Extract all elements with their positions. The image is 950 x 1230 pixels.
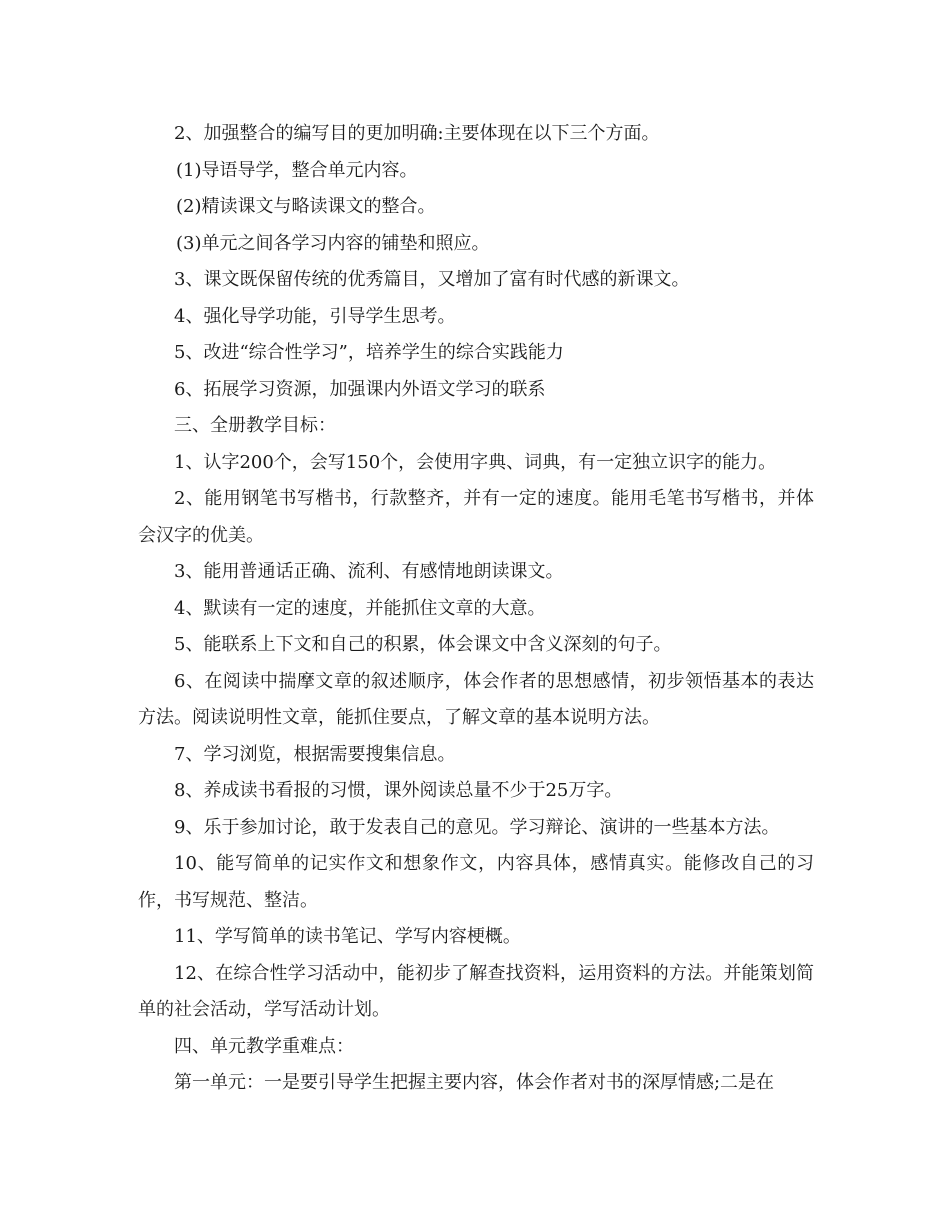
paragraph: 3、课文既保留传统的优秀篇目，又增加了富有时代感的新课文。 [174,269,690,290]
paragraph: 1、认字200个，会写150个，会使用字典、词典，有一定独立识字的能力。 [174,451,777,473]
paragraph: 4、强化导学功能，引导学生思考。 [174,305,456,327]
paragraph: 6、拓展学习资源，加强课内外语文学习的联系 [174,378,546,400]
paragraph: 5、改进“综合性学习”，培养学生的综合实践能力 [174,342,564,363]
paragraph: (1)导语导学，整合单元内容。 [176,159,418,181]
paragraph: 2、能用钢笔书写楷书，行款整齐，并有一定的速度。能用毛笔书写楷书，并体会汉字的优美。 [138,488,814,546]
paragraph: 6、在阅读中揣摩文章的叙述顺序，体会作者的思想感情，初步领悟基本的表达方法。阅读说明性文章，能抓住要点，了解文章的基本说明方法。 [138,670,814,728]
paragraph: 12、在综合性学习活动中，能初步了解查找资料，运用资料的方法。并能策划简单的社会活动，学写活动计划。 [138,962,814,1020]
paragraph: 5、能联系上下文和自己的积累，体会课文中含义深刻的句子。 [174,634,672,655]
section-heading: 四、单元教学重难点： [174,1035,354,1057]
section-heading: 三、全册教学目标： [174,415,336,436]
paragraph: 3、能用普通话正确、流利、有感情地朗读课文。 [174,561,564,582]
paragraph: 7、学习浏览，根据需要搜集信息。 [174,743,456,765]
paragraph: 10、能写简单的记实作文和想象作文，内容具体，感情真实。能修改自己的习作，书写规范、整洁。 [138,853,814,911]
paragraph: (2)精读课文与略读课文的整合。 [176,196,436,217]
paragraph: (3)单元之间各学习内容的铺垫和照应。 [176,232,490,254]
paragraph: 11、学写简单的读书笔记、学写内容梗概。 [174,926,521,947]
paragraph: 第一单元：一是要引导学生把握主要内容，体会作者对书的深厚情感;二是在 [174,1072,775,1093]
paragraph: 9、乐于参加讨论，敢于发表自己的意见。学习辩论、演讲的一些基本方法。 [174,816,780,838]
paragraph: 8、养成读书看报的习惯，课外阅读总量不少于25万字。 [174,780,623,801]
document-body [138,116,814,1102]
paragraph: 2、加强整合的编写目的更加明确:主要体现在以下三个方面。 [174,123,660,144]
paragraph: 4、默读有一定的速度，并能抓住文章的大意。 [174,597,546,619]
